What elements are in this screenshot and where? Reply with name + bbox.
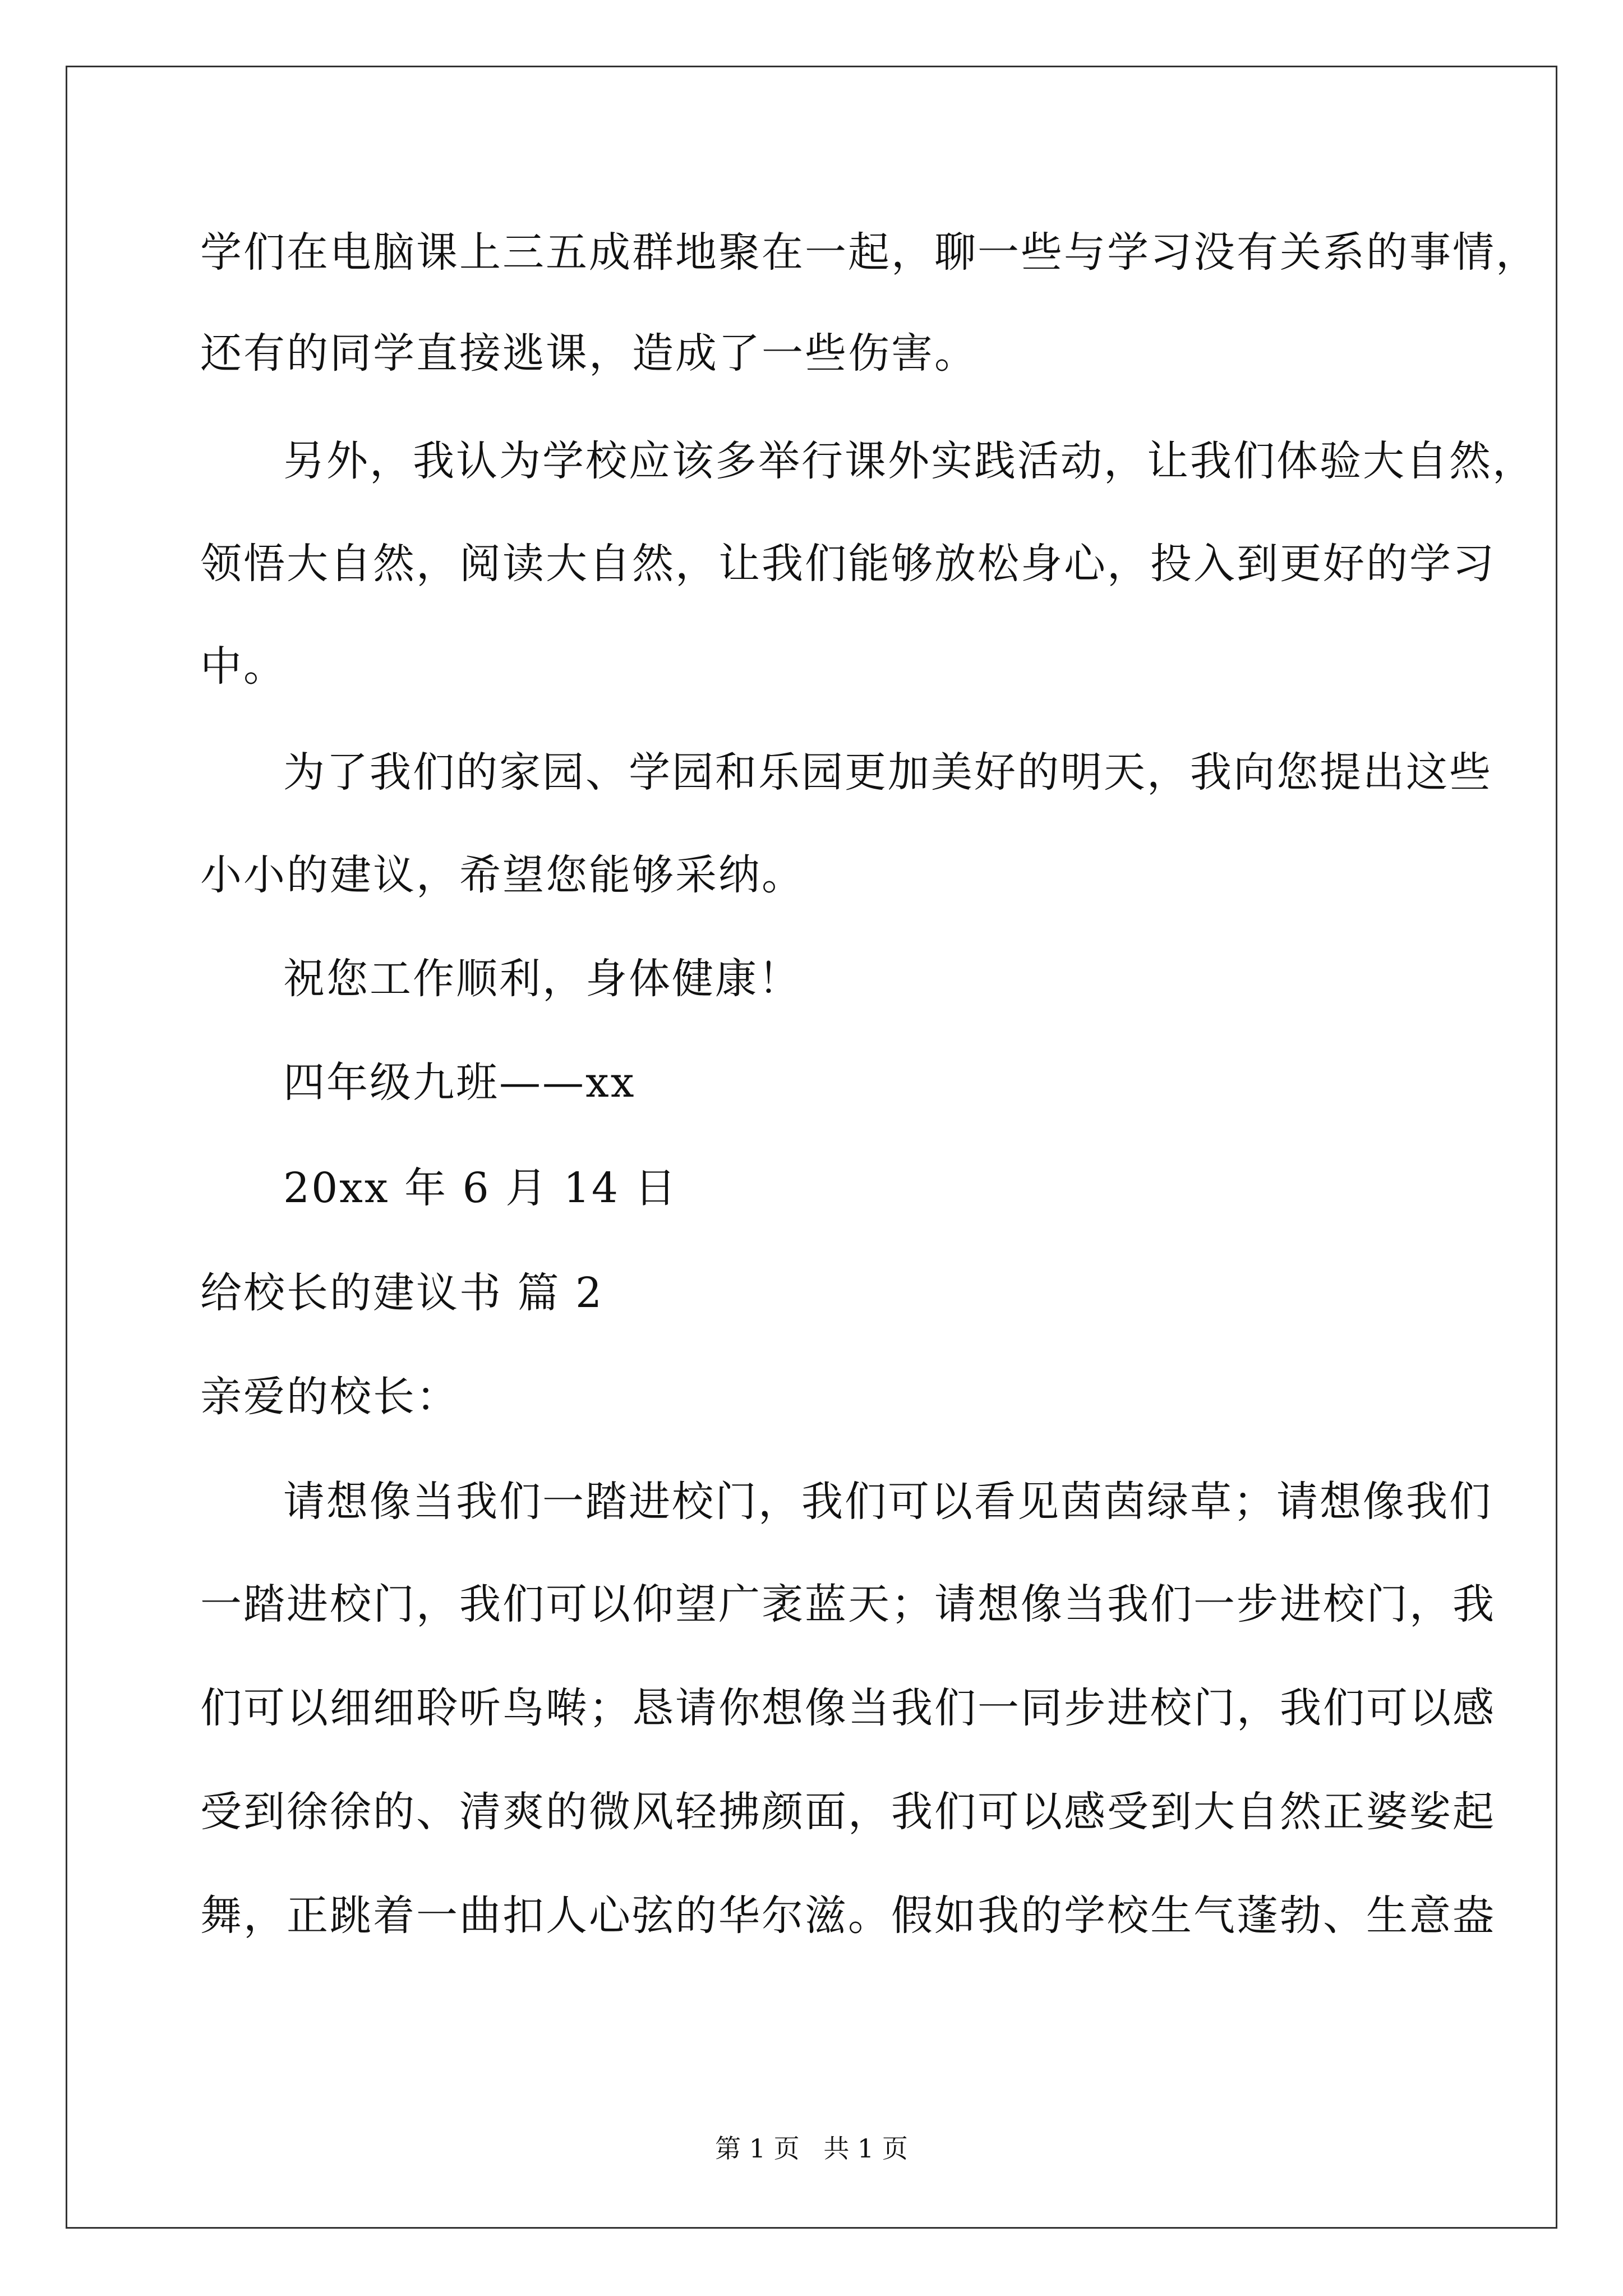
salutation: 亲爱的校长： [200, 1373, 459, 1421]
text-line: 舞，正跳着一曲扣人心弦的华尔滋。假如我的学校生气蓬勃、生意盎 [200, 1892, 1496, 1940]
page-total: 共 1 页 [823, 2133, 908, 2164]
text-line: 小小的建议，希望您能够采纳。 [200, 851, 805, 899]
text-line: 中。 [200, 642, 287, 691]
section-heading: 给校长的建议书 篇 2 [200, 1269, 604, 1317]
paragraph-start-line: 为了我们的家园、学园和乐园更加美好的明天，我向您提出这些 [283, 748, 1492, 797]
text-line: 还有的同学直接逃课，造成了一些伤害。 [200, 329, 978, 378]
text-line: 们可以细细聆听鸟啭；恳请你想像当我们一同步进校门，我们可以感 [200, 1684, 1496, 1732]
date-line: 20xx 年 6 月 14 日 [283, 1164, 678, 1212]
text-line: 学们在电脑课上三五成群地聚在一起，聊一些与学习没有关系的事情， [200, 228, 1539, 277]
paragraph-start-line: 请想像当我们一踏进校门，我们可以看见茵茵绿草；请想像我们 [283, 1478, 1492, 1526]
text-line: 一踏进校门，我们可以仰望广袤蓝天；请想像当我们一步进校门，我 [200, 1580, 1496, 1628]
page-number: 第 1 页 [715, 2133, 800, 2164]
text-line: 受到徐徐的、清爽的微风轻拂颜面，我们可以感受到大自然正婆娑起 [200, 1788, 1496, 1836]
closing-greeting: 祝您工作顺利，身体健康！ [283, 955, 801, 1003]
signature-line: 四年级九班——xx [283, 1059, 636, 1107]
page-footer [0, 2132, 1623, 2165]
text-line: 领悟大自然，阅读大自然，让我们能够放松身心，投入到更好的学习 [200, 540, 1496, 588]
paragraph-start-line: 另外，我认为学校应该多举行课外实践活动，让我们体验大自然， [283, 437, 1536, 485]
